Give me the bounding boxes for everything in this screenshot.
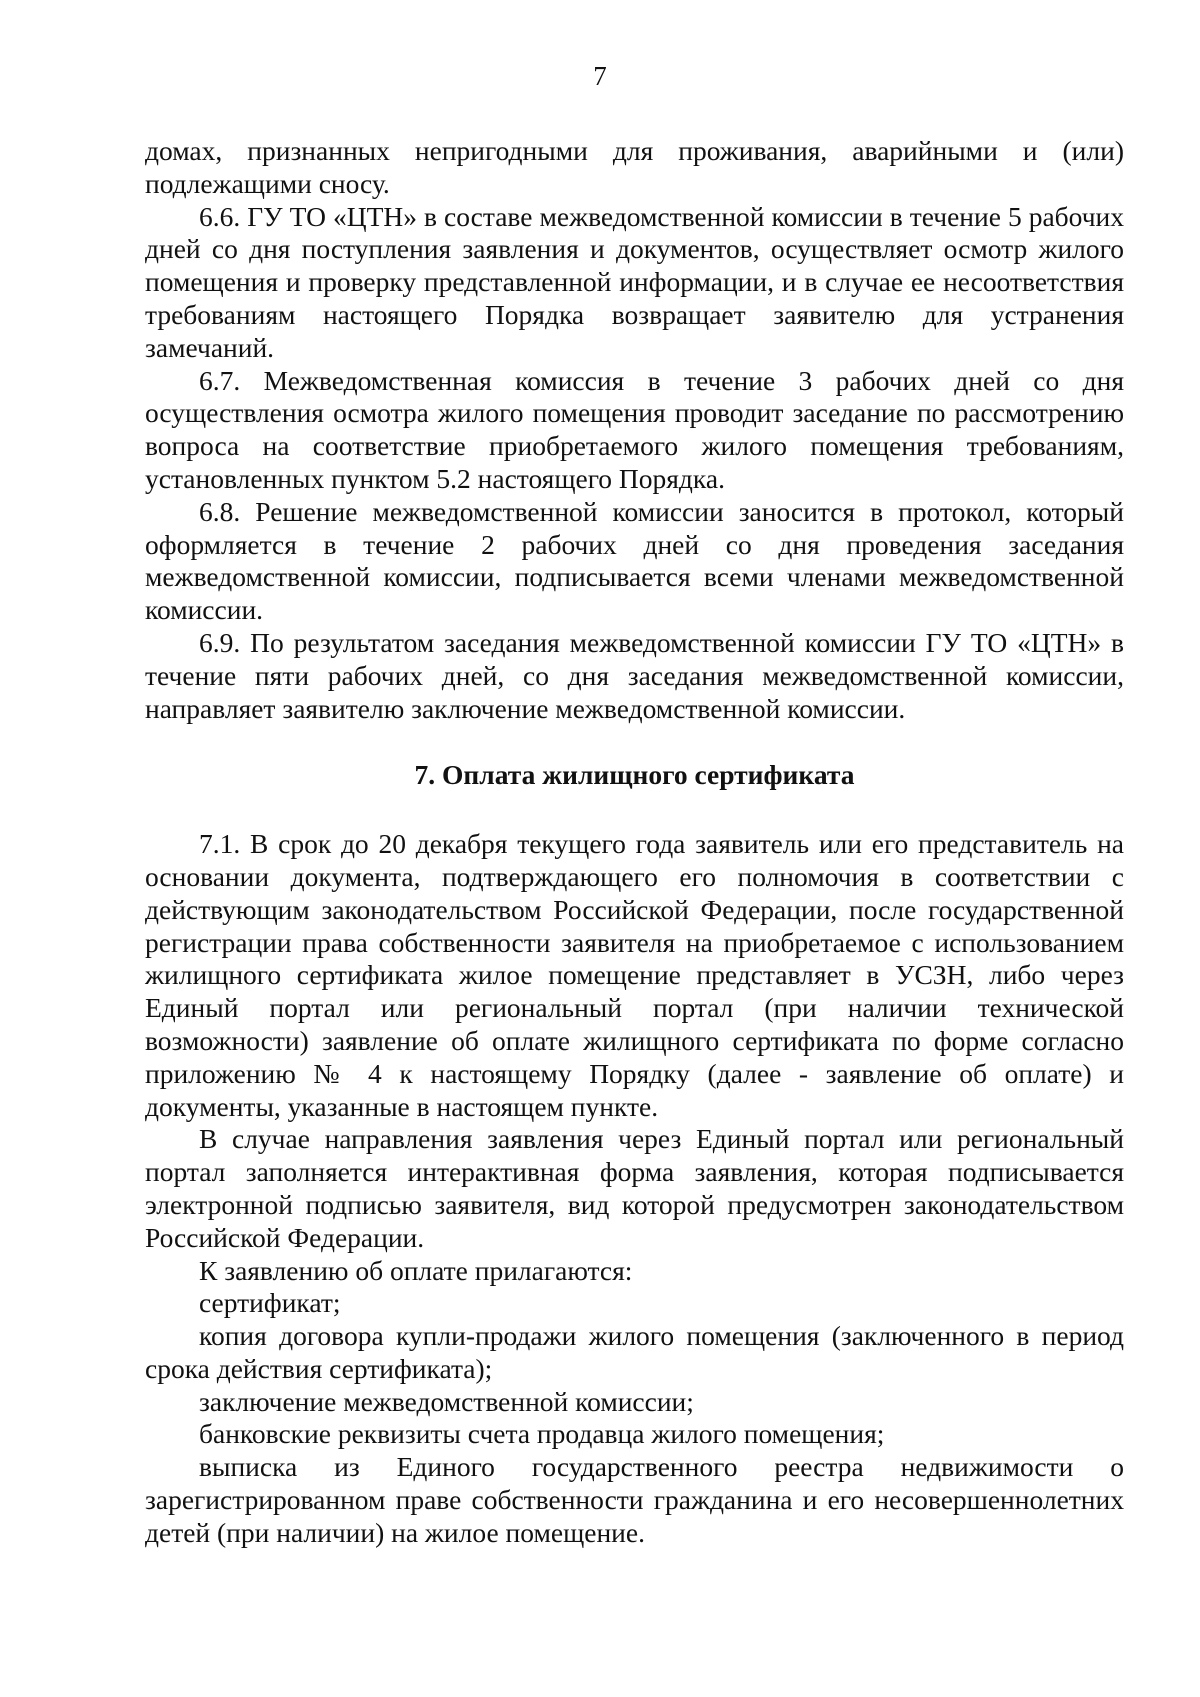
list-item-contract: копия договора купли-продажи жилого помещения (заключенного в период срока действия сертификата); — [145, 1320, 1124, 1384]
paragraph-6-8: 6.8. Решение межведомственной комиссии заносится в протокол, который оформляется в течение 2 рабочих дней со дня проведения заседания межведомственной комиссии, подписывается всеми членами межведомственной комиссии. — [145, 495, 1124, 626]
list-item-registry-extract: выписка из Единого государственного реестра недвижимости о зарегистрированном праве собственности гражданина и его несовершеннолетних детей (при наличии) на жилое помещение. — [145, 1451, 1124, 1548]
document-body — [145, 135, 1124, 1550]
section-heading: 7. Оплата жилищного сертификата — [414, 759, 855, 791]
paragraph-6-7: 6.7. Межведомственная комиссия в течение 3 рабочих дней со дня осуществления осмотра жилого помещения проводит заседание по рассмотрению вопроса на соответствие приобретаемого жилого помещения требованиям, установленных пунктом 5.2 настоящего Порядка. — [145, 364, 1124, 494]
paragraph-attachments-intro: К заявлению об оплате прилагаются: — [199, 1254, 633, 1286]
paragraph-6-6: 6.6. ГУ ТО «ЦТН» в составе межведомственной комиссии в течение 5 рабочих дней со дня поступления заявления и документов, осуществляет осмотр жилого помещения и проверку представленной информации, и в случае ее несоответствия требованиям настоящего Порядка возвращает заявителю для устранения замечаний. — [145, 200, 1124, 363]
list-item-conclusion: заключение межведомственной комиссии; — [199, 1385, 694, 1417]
paragraph-7-1: 7.1. В срок до 20 декабря текущего года заявитель или его представитель на основании документа, подтверждающего его полномочия в соответствии с действующим законодательством Российской Федерации, после государственной регистрации права собственности заявителя на приобретаемое с использованием жилищного сертификата жилое помещение представляет в УСЗН, либо через Единый портал или региональный портал (при наличии технической возможности) заявление об оплате жилищного сертификата по форме согласно приложению № 4 к настоящему Порядку (далее - заявление об оплате) и документы, указанные в настоящем пункте. — [145, 828, 1124, 1122]
paragraph-7-1-portal: В случае направления заявления через Единый портал или региональный портал заполняется интерактивная форма заявления, которая подписывается электронной подписью заявителя, вид которой предусмотрен законодательством Российской Федерации. — [145, 1123, 1124, 1253]
page-number: 7 — [593, 61, 607, 91]
paragraph-continuation: домах, признанных непригодными для проживания, аварийными и (или) подлежащими сносу. — [145, 135, 1124, 199]
list-item-bank-details: банковские реквизиты счета продавца жилого помещения; — [199, 1418, 885, 1450]
list-item-certificate: сертификат; — [199, 1287, 341, 1319]
paragraph-6-9: 6.9. По результатом заседания межведомственной комиссии ГУ ТО «ЦТН» в течение пяти рабочих дней, со дня заседания межведомственной комиссии, направляет заявителю заключение межведомственной комиссии. — [145, 626, 1124, 724]
